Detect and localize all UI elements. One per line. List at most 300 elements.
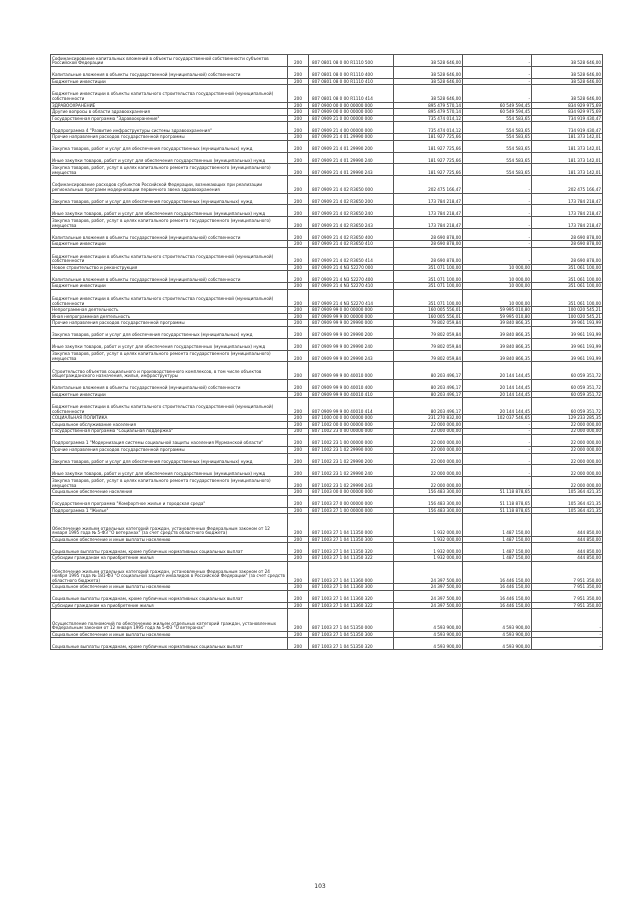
row-name: Другие вопросы в области здравоохранения [51, 109, 288, 116]
row-classification-code: 807 1003 27 1 04 11360 322 [309, 602, 394, 609]
row-unexecuted-amount: 181 373 142,01 [532, 140, 603, 152]
row-unexecuted-amount: 351 061 100,00 [532, 283, 603, 290]
row-code: 200 [288, 164, 309, 176]
row-code: 200 [288, 609, 309, 632]
row-classification-code: 807 0909 00 0 00 00000 000 [309, 109, 394, 116]
row-code: 200 [288, 152, 309, 164]
budget-table [50, 54, 603, 650]
row-code: 200 [288, 176, 309, 193]
row-code: 200 [288, 536, 309, 543]
row-name: Иные закупки товаров, работ и услуг для обеспечения государственных (муниципальных) нужд [51, 338, 288, 350]
row-unexecuted-amount: 734 919 430,47 [532, 115, 603, 122]
row-unexecuted-amount: 173 784 218,47 [532, 193, 603, 205]
row-executed-amount: 16 446 150,00 [463, 561, 532, 584]
row-approved-amount: 895 479 570,14 [394, 102, 463, 109]
row-code: 200 [288, 584, 309, 591]
row-classification-code: 807 0909 99 9 00 29990 000 [309, 320, 394, 327]
row-unexecuted-amount: 39 961 193,99 [532, 338, 603, 350]
row-executed-amount: 51 118 878,65 [463, 495, 532, 507]
row-code: 200 [288, 543, 309, 555]
row-code: 200 [288, 289, 309, 306]
row-classification-code: 807 0900 00 0 00 00000 000 [309, 102, 394, 109]
row-classification-code: 807 0909 21 4 02 R3650 243 [309, 217, 394, 229]
row-classification-code: 807 0801 08 0 00 R1110 410 [309, 78, 394, 85]
row-executed-amount: 20 144 144,45 [463, 379, 532, 391]
row-executed-amount: 16 446 150,00 [463, 590, 532, 602]
row-approved-amount: 22 000 000,00 [394, 477, 463, 489]
row-code: 200 [288, 415, 309, 422]
row-code: 200 [288, 55, 309, 67]
table-row [51, 115, 603, 122]
row-code: 200 [288, 495, 309, 507]
row-approved-amount: 22 000 000,00 [394, 465, 463, 477]
table-row [51, 176, 603, 193]
row-executed-amount: 60 549 594,45 [463, 109, 532, 116]
row-code: 200 [288, 638, 309, 650]
row-name: Прочие направления расходов государственной программы [51, 134, 288, 141]
row-classification-code: 807 1002 23 1 02 29990 000 [309, 446, 394, 453]
row-name: Закупка товаров, работ, услуг в целях капитального ремонта государственного (муниципального) имущества [51, 477, 288, 489]
row-code: 200 [288, 477, 309, 489]
row-code: 200 [288, 391, 309, 398]
row-unexecuted-amount: 129 233 285,35 [532, 415, 603, 422]
row-classification-code: 807 0909 21 4 N3 52270 000 [309, 264, 394, 271]
row-name: Обеспечение жильем отдельных категорий граждан, установленных Федеральным законом от 24 ноября 1995 года № 181-ФЗ "О социальной защите инвалидов в Российской Федерации" (за счет средств областного бюджета) [51, 561, 288, 584]
row-unexecuted-amount: 181 373 142,01 [532, 134, 603, 141]
row-name: Субсидии гражданам на приобретение жилья [51, 602, 288, 609]
row-classification-code: 807 0801 08 0 00 R1110 414 [309, 85, 394, 102]
table-row [51, 590, 603, 602]
row-classification-code: 807 0909 99 0 00 00000 000 [309, 307, 394, 314]
table-row [51, 205, 603, 217]
row-executed-amount: 4 593 900,00 [463, 631, 532, 638]
table-row [51, 271, 603, 283]
row-executed-amount: 39 840 866,35 [463, 350, 532, 362]
row-name: Непрограммная деятельность [51, 307, 288, 314]
row-approved-amount: 4 593 900,00 [394, 638, 463, 650]
row-classification-code: 807 0909 21 4 02 R3650 400 [309, 229, 394, 241]
row-code: 200 [288, 134, 309, 141]
table-row [51, 164, 603, 176]
row-approved-amount: 735 474 014,12 [394, 115, 463, 122]
row-approved-amount: 351 071 100,00 [394, 283, 463, 290]
row-classification-code: 807 1002 23 1 00 00000 000 [309, 435, 394, 447]
row-executed-amount: 59 995 010,80 [463, 307, 532, 314]
row-code: 200 [288, 85, 309, 102]
row-classification-code: 807 0909 99 9 00 40010 414 [309, 398, 394, 415]
row-name: Софинансирование капитальных вложений в объекты государственной собственности субъектов Российской Федерации [51, 55, 288, 67]
table-row [51, 85, 603, 102]
row-unexecuted-amount: 734 919 430,47 [532, 122, 603, 134]
row-approved-amount: 28 690 878,00 [394, 247, 463, 264]
table-row [51, 229, 603, 241]
row-classification-code: 807 0909 21 4 02 R3650 240 [309, 205, 394, 217]
row-approved-amount: 22 000 000,00 [394, 428, 463, 435]
row-code: 200 [288, 338, 309, 350]
row-executed-amount: - [463, 465, 532, 477]
row-code: 200 [288, 229, 309, 241]
row-unexecuted-amount: - [532, 638, 603, 650]
table-row [51, 134, 603, 141]
row-executed-amount: 1 487 150,00 [463, 536, 532, 543]
row-approved-amount: 4 593 900,00 [394, 631, 463, 638]
row-name: Закупка товаров, работ и услуг для обеспечения государственных (муниципальных) нужд [51, 326, 288, 338]
table-row [51, 453, 603, 465]
table-row [51, 495, 603, 507]
row-executed-amount: 10 000,00 [463, 283, 532, 290]
row-classification-code: 807 1003 27 1 00 00000 000 [309, 507, 394, 514]
row-classification-code: 807 1003 27 1 04 11350 300 [309, 536, 394, 543]
row-executed-amount: 10 000,00 [463, 271, 532, 283]
table-row [51, 350, 603, 362]
row-approved-amount: 351 071 100,00 [394, 289, 463, 306]
row-executed-amount: 1 487 150,00 [463, 514, 532, 537]
row-unexecuted-amount: 60 059 351,72 [532, 391, 603, 398]
row-approved-amount: 156 483 300,00 [394, 495, 463, 507]
row-approved-amount: 4 593 900,00 [394, 609, 463, 632]
row-classification-code: 807 1003 27 1 04 51350 300 [309, 631, 394, 638]
row-name: Иная непрограммная деятельность [51, 313, 288, 320]
row-approved-amount: 1 932 000,00 [394, 543, 463, 555]
row-classification-code: 807 1002 23 1 02 29990 243 [309, 477, 394, 489]
table-row [51, 326, 603, 338]
table-row [51, 193, 603, 205]
row-code: 200 [288, 283, 309, 290]
table-row [51, 289, 603, 306]
budget-report-sheet [50, 54, 601, 650]
row-name: СОЦИАЛЬНАЯ ПОЛИТИКА [51, 415, 288, 422]
row-approved-amount: 28 690 878,00 [394, 241, 463, 248]
row-unexecuted-amount: 39 961 193,99 [532, 320, 603, 327]
row-executed-amount: 10 000,00 [463, 264, 532, 271]
row-code: 200 [288, 78, 309, 85]
row-approved-amount: 79 802 059,84 [394, 326, 463, 338]
row-code: 200 [288, 514, 309, 537]
row-name: Иные закупки товаров, работ и услуг для обеспечения государственных (муниципальных) нужд [51, 465, 288, 477]
row-approved-amount: 38 528 646,00 [394, 78, 463, 85]
row-executed-amount: 20 144 144,45 [463, 391, 532, 398]
row-unexecuted-amount: 105 364 421,35 [532, 489, 603, 496]
row-executed-amount: 16 446 150,00 [463, 602, 532, 609]
page-number: 103 [314, 883, 326, 890]
row-approved-amount: 38 528 646,00 [394, 85, 463, 102]
row-executed-amount: - [463, 176, 532, 193]
row-classification-code: 807 1002 00 0 00 00000 000 [309, 421, 394, 428]
row-unexecuted-amount: 181 373 142,01 [532, 164, 603, 176]
table-row [51, 122, 603, 134]
row-classification-code: 807 0909 21 4 02 R3650 410 [309, 241, 394, 248]
row-approved-amount: 160 005 556,01 [394, 307, 463, 314]
row-approved-amount: 1 932 000,00 [394, 555, 463, 562]
row-classification-code: 807 1003 27 1 04 11350 320 [309, 543, 394, 555]
row-name: Социальное обслуживание населения [51, 421, 288, 428]
row-unexecuted-amount: 444 850,00 [532, 536, 603, 543]
row-approved-amount: 24 397 500,00 [394, 584, 463, 591]
row-name: Социальное обеспечение и иные выплаты населению [51, 584, 288, 591]
row-name: Прочие направления расходов государственной программы [51, 320, 288, 327]
row-classification-code: 807 0801 08 0 00 R1110 400 [309, 66, 394, 78]
row-classification-code: 807 1002 23 0 00 00000 000 [309, 428, 394, 435]
row-name: Закупка товаров, работ, услуг в целях капитального ремонта государственного (муниципального) имущества [51, 164, 288, 176]
row-executed-amount: - [463, 193, 532, 205]
row-classification-code: 807 1003 27 1 04 11350 000 [309, 514, 394, 537]
row-executed-amount: 39 840 866,35 [463, 338, 532, 350]
table-row [51, 465, 603, 477]
row-name: Социальные выплаты гражданам, кроме публичных нормативных социальных выплат [51, 543, 288, 555]
row-approved-amount: 38 528 646,00 [394, 55, 463, 67]
row-approved-amount: 80 203 496,17 [394, 391, 463, 398]
row-executed-amount: 60 549 594,45 [463, 102, 532, 109]
row-code: 200 [288, 561, 309, 584]
row-classification-code: 807 0909 99 9 00 40010 000 [309, 362, 394, 379]
row-name: Бюджетные инвестиции [51, 391, 288, 398]
row-executed-amount: - [463, 85, 532, 102]
row-approved-amount: 22 000 000,00 [394, 435, 463, 447]
row-code: 200 [288, 435, 309, 447]
row-unexecuted-amount: 22 000 000,00 [532, 421, 603, 428]
table-row [51, 435, 603, 447]
row-executed-amount: - [463, 446, 532, 453]
row-name: Софинансирование расходов субъектов Российской Федерации, возникающих при реализации региональных программ модернизации первичного звена здравоохранения [51, 176, 288, 193]
row-unexecuted-amount: 105 364 421,35 [532, 507, 603, 514]
row-approved-amount: 231 270 832,00 [394, 415, 463, 422]
row-classification-code: 807 0909 21 4 N3 52270 400 [309, 271, 394, 283]
row-name: Капитальные вложения в объекты государственной (муниципальной) собственности [51, 229, 288, 241]
row-approved-amount: 80 203 496,17 [394, 362, 463, 379]
row-classification-code: 807 0909 21 4 01 29990 000 [309, 134, 394, 141]
row-code: 200 [288, 193, 309, 205]
row-approved-amount: 173 784 218,47 [394, 193, 463, 205]
row-classification-code: 807 0909 21 4 02 R3650 000 [309, 176, 394, 193]
row-unexecuted-amount: 38 528 646,00 [532, 55, 603, 67]
row-name: Социальное обеспечение и иные выплаты населению [51, 536, 288, 543]
row-unexecuted-amount: 28 690 878,00 [532, 241, 603, 248]
row-approved-amount: 1 932 000,00 [394, 514, 463, 537]
row-executed-amount: - [463, 217, 532, 229]
row-name: Бюджетные инвестиции в объекты капитального строительства государственной (муниципальной) собственности [51, 289, 288, 306]
row-classification-code: 807 0801 08 0 00 R1110 500 [309, 55, 394, 67]
row-code: 200 [288, 398, 309, 415]
row-approved-amount: 895 479 570,14 [394, 109, 463, 116]
row-unexecuted-amount: 202 475 166,47 [532, 176, 603, 193]
row-code: 200 [288, 453, 309, 465]
row-unexecuted-amount: 22 000 000,00 [532, 446, 603, 453]
row-unexecuted-amount: 60 059 351,72 [532, 398, 603, 415]
row-name: Государственная программа "Здравоохранение" [51, 115, 288, 122]
row-name: Капитальные вложения в объекты государственной (муниципальной) собственности [51, 66, 288, 78]
row-code: 200 [288, 428, 309, 435]
table-row [51, 217, 603, 229]
row-executed-amount: 1 487 150,00 [463, 555, 532, 562]
row-name: Закупка товаров, работ и услуг для обеспечения государственных (муниципальных) нужд [51, 193, 288, 205]
row-unexecuted-amount: 22 000 000,00 [532, 453, 603, 465]
table-row [51, 631, 603, 638]
row-approved-amount: 173 784 218,47 [394, 217, 463, 229]
row-approved-amount: 181 927 725,66 [394, 164, 463, 176]
row-executed-amount: - [463, 421, 532, 428]
row-classification-code: 807 0909 99 9 00 00000 000 [309, 313, 394, 320]
table-row [51, 638, 603, 650]
row-name: Подпрограмма 4 "Развитие инфраструктуры системы здравоохранения" [51, 122, 288, 134]
row-approved-amount: 181 927 725,66 [394, 152, 463, 164]
table-row [51, 362, 603, 379]
row-name: Бюджетные инвестиции в объекты капитального строительства государственной (муниципальной) собственности [51, 398, 288, 415]
row-name: Иные закупки товаров, работ и услуг для обеспечения государственных (муниципальных) нужд [51, 205, 288, 217]
row-name: Обеспечение жильем отдельных категорий граждан, установленных Федеральным законом от 12 января 1995 года № 5-ФЗ "О ветеранах" (за счет средств областного бюджета) [51, 514, 288, 537]
row-approved-amount: 156 483 300,00 [394, 507, 463, 514]
row-code: 200 [288, 140, 309, 152]
row-executed-amount: - [463, 428, 532, 435]
row-approved-amount: 80 203 496,17 [394, 398, 463, 415]
row-name: Социальные выплаты гражданам, кроме публичных нормативных социальных выплат [51, 590, 288, 602]
table-row [51, 477, 603, 489]
row-unexecuted-amount: 39 961 193,99 [532, 326, 603, 338]
row-executed-amount: 4 593 900,00 [463, 609, 532, 632]
row-unexecuted-amount: 39 961 193,99 [532, 350, 603, 362]
row-name: Социальное обеспечение населения [51, 489, 288, 496]
row-unexecuted-amount: 7 951 350,00 [532, 590, 603, 602]
row-unexecuted-amount: 22 000 000,00 [532, 477, 603, 489]
row-code: 200 [288, 421, 309, 428]
row-approved-amount: 24 397 500,00 [394, 602, 463, 609]
row-name: Иные закупки товаров, работ и услуг для обеспечения государственных (муниципальных) нужд [51, 152, 288, 164]
row-executed-amount: 10 000,00 [463, 289, 532, 306]
row-classification-code: 807 1003 27 1 04 11350 322 [309, 555, 394, 562]
row-classification-code: 807 1003 27 1 04 11360 300 [309, 584, 394, 591]
row-code: 200 [288, 590, 309, 602]
row-name: Подпрограмма 1 "Модернизация системы социальной защиты населения Мурманской области" [51, 435, 288, 447]
table-row [51, 109, 603, 116]
row-classification-code: 807 1003 00 0 00 00000 000 [309, 489, 394, 496]
row-classification-code: 807 1003 27 1 04 51350 000 [309, 609, 394, 632]
table-row [51, 609, 603, 632]
row-approved-amount: 351 071 100,00 [394, 264, 463, 271]
row-name: Новое строительство и реконструкция [51, 264, 288, 271]
row-unexecuted-amount: 181 373 142,01 [532, 152, 603, 164]
row-classification-code: 807 1000 00 0 00 00000 000 [309, 415, 394, 422]
row-name: Бюджетные инвестиции в объекты капитального строительства государственной (муниципальной) собственности [51, 247, 288, 264]
row-classification-code: 807 0909 99 9 00 29990 243 [309, 350, 394, 362]
row-code: 200 [288, 446, 309, 453]
row-classification-code: 807 0909 21 4 01 29990 243 [309, 164, 394, 176]
row-executed-amount: - [463, 66, 532, 78]
row-classification-code: 807 1003 27 1 04 51350 320 [309, 638, 394, 650]
row-unexecuted-amount: 7 951 350,00 [532, 561, 603, 584]
table-row [51, 398, 603, 415]
row-name: Закупка товаров, работ, услуг в целях капитального ремонта государственного (муниципального) имущества [51, 217, 288, 229]
row-unexecuted-amount: 351 061 100,00 [532, 289, 603, 306]
row-executed-amount: 554 583,65 [463, 164, 532, 176]
row-unexecuted-amount: - [532, 631, 603, 638]
row-code: 200 [288, 115, 309, 122]
row-code: 200 [288, 489, 309, 496]
budget-table-body [51, 55, 603, 650]
row-executed-amount: 102 037 546,65 [463, 415, 532, 422]
row-executed-amount: 51 118 878,65 [463, 507, 532, 514]
row-classification-code: 807 0909 21 4 02 R3650 200 [309, 193, 394, 205]
row-approved-amount: 80 203 496,17 [394, 379, 463, 391]
row-code: 200 [288, 264, 309, 271]
row-code: 200 [288, 320, 309, 327]
table-row [51, 264, 603, 271]
row-code: 200 [288, 241, 309, 248]
row-classification-code: 807 0909 21 0 00 00000 000 [309, 115, 394, 122]
row-unexecuted-amount: 173 784 218,47 [532, 217, 603, 229]
row-name: Субсидии гражданам на приобретение жилья [51, 555, 288, 562]
row-unexecuted-amount: 444 850,00 [532, 543, 603, 555]
row-classification-code: 807 0909 99 9 00 40010 410 [309, 391, 394, 398]
row-executed-amount: 16 446 150,00 [463, 584, 532, 591]
row-executed-amount: 39 840 866,35 [463, 320, 532, 327]
row-name: Государственная программа "Социальная поддержка" [51, 428, 288, 435]
row-classification-code: 807 0909 21 4 N3 52270 414 [309, 289, 394, 306]
row-code: 200 [288, 631, 309, 638]
row-executed-amount: 51 118 878,65 [463, 489, 532, 496]
table-row [51, 320, 603, 327]
row-unexecuted-amount: 173 784 218,47 [532, 205, 603, 217]
row-executed-amount: 554 583,65 [463, 140, 532, 152]
row-executed-amount: - [463, 229, 532, 241]
row-classification-code: 807 0909 99 9 00 29990 200 [309, 326, 394, 338]
row-classification-code: 807 1002 23 1 02 29990 240 [309, 465, 394, 477]
row-unexecuted-amount: 444 850,00 [532, 555, 603, 562]
row-executed-amount: - [463, 247, 532, 264]
row-executed-amount: 554 583,65 [463, 152, 532, 164]
row-code: 200 [288, 350, 309, 362]
row-approved-amount: 173 784 218,47 [394, 205, 463, 217]
row-name: Подпрограмма 1 "Жилье" [51, 507, 288, 514]
row-approved-amount: 351 071 100,00 [394, 271, 463, 283]
row-approved-amount: 156 483 300,00 [394, 489, 463, 496]
row-unexecuted-amount: 22 000 000,00 [532, 435, 603, 447]
row-classification-code: 807 0909 21 4 N3 52270 410 [309, 283, 394, 290]
row-approved-amount: 28 690 878,00 [394, 229, 463, 241]
row-code: 200 [288, 465, 309, 477]
row-code: 200 [288, 102, 309, 109]
row-approved-amount: 181 927 725,66 [394, 140, 463, 152]
row-name: Государственная программа "Комфортное жилье и городская среда" [51, 495, 288, 507]
table-row [51, 55, 603, 67]
row-executed-amount: - [463, 477, 532, 489]
row-approved-amount: 181 927 725,66 [394, 134, 463, 141]
row-unexecuted-amount: 38 528 646,00 [532, 66, 603, 78]
row-executed-amount: 4 593 900,00 [463, 638, 532, 650]
table-row [51, 140, 603, 152]
row-name: Бюджетные инвестиции [51, 78, 288, 85]
table-row [51, 536, 603, 543]
row-unexecuted-amount: 38 528 646,00 [532, 85, 603, 102]
row-code: 200 [288, 362, 309, 379]
row-executed-amount: - [463, 205, 532, 217]
row-unexecuted-amount: 7 951 350,00 [532, 584, 603, 591]
table-row [51, 514, 603, 537]
row-name: Прочие направления расходов государственной программы [51, 446, 288, 453]
row-executed-amount: 59 995 010,80 [463, 313, 532, 320]
row-code: 200 [288, 66, 309, 78]
row-code: 200 [288, 313, 309, 320]
row-name: Строительство объектов социального и производственного комплексов, в том числе объектов общегражданского назначения, жилья, инфраструктуры [51, 362, 288, 379]
table-row [51, 247, 603, 264]
row-name: Закупка товаров, работ, услуг в целях капитального ремонта государственного (муниципального) имущества [51, 350, 288, 362]
row-name: ЗДРАВООХРАНЕНИЕ [51, 102, 288, 109]
row-executed-amount: - [463, 78, 532, 85]
row-classification-code: 807 0909 99 9 00 40010 400 [309, 379, 394, 391]
table-row [51, 379, 603, 391]
row-classification-code: 807 1003 27 1 04 11360 000 [309, 561, 394, 584]
row-code: 200 [288, 109, 309, 116]
row-unexecuted-amount: 100 020 545,21 [532, 313, 603, 320]
row-name: Социальные выплаты гражданам, кроме публичных нормативных социальных выплат [51, 638, 288, 650]
